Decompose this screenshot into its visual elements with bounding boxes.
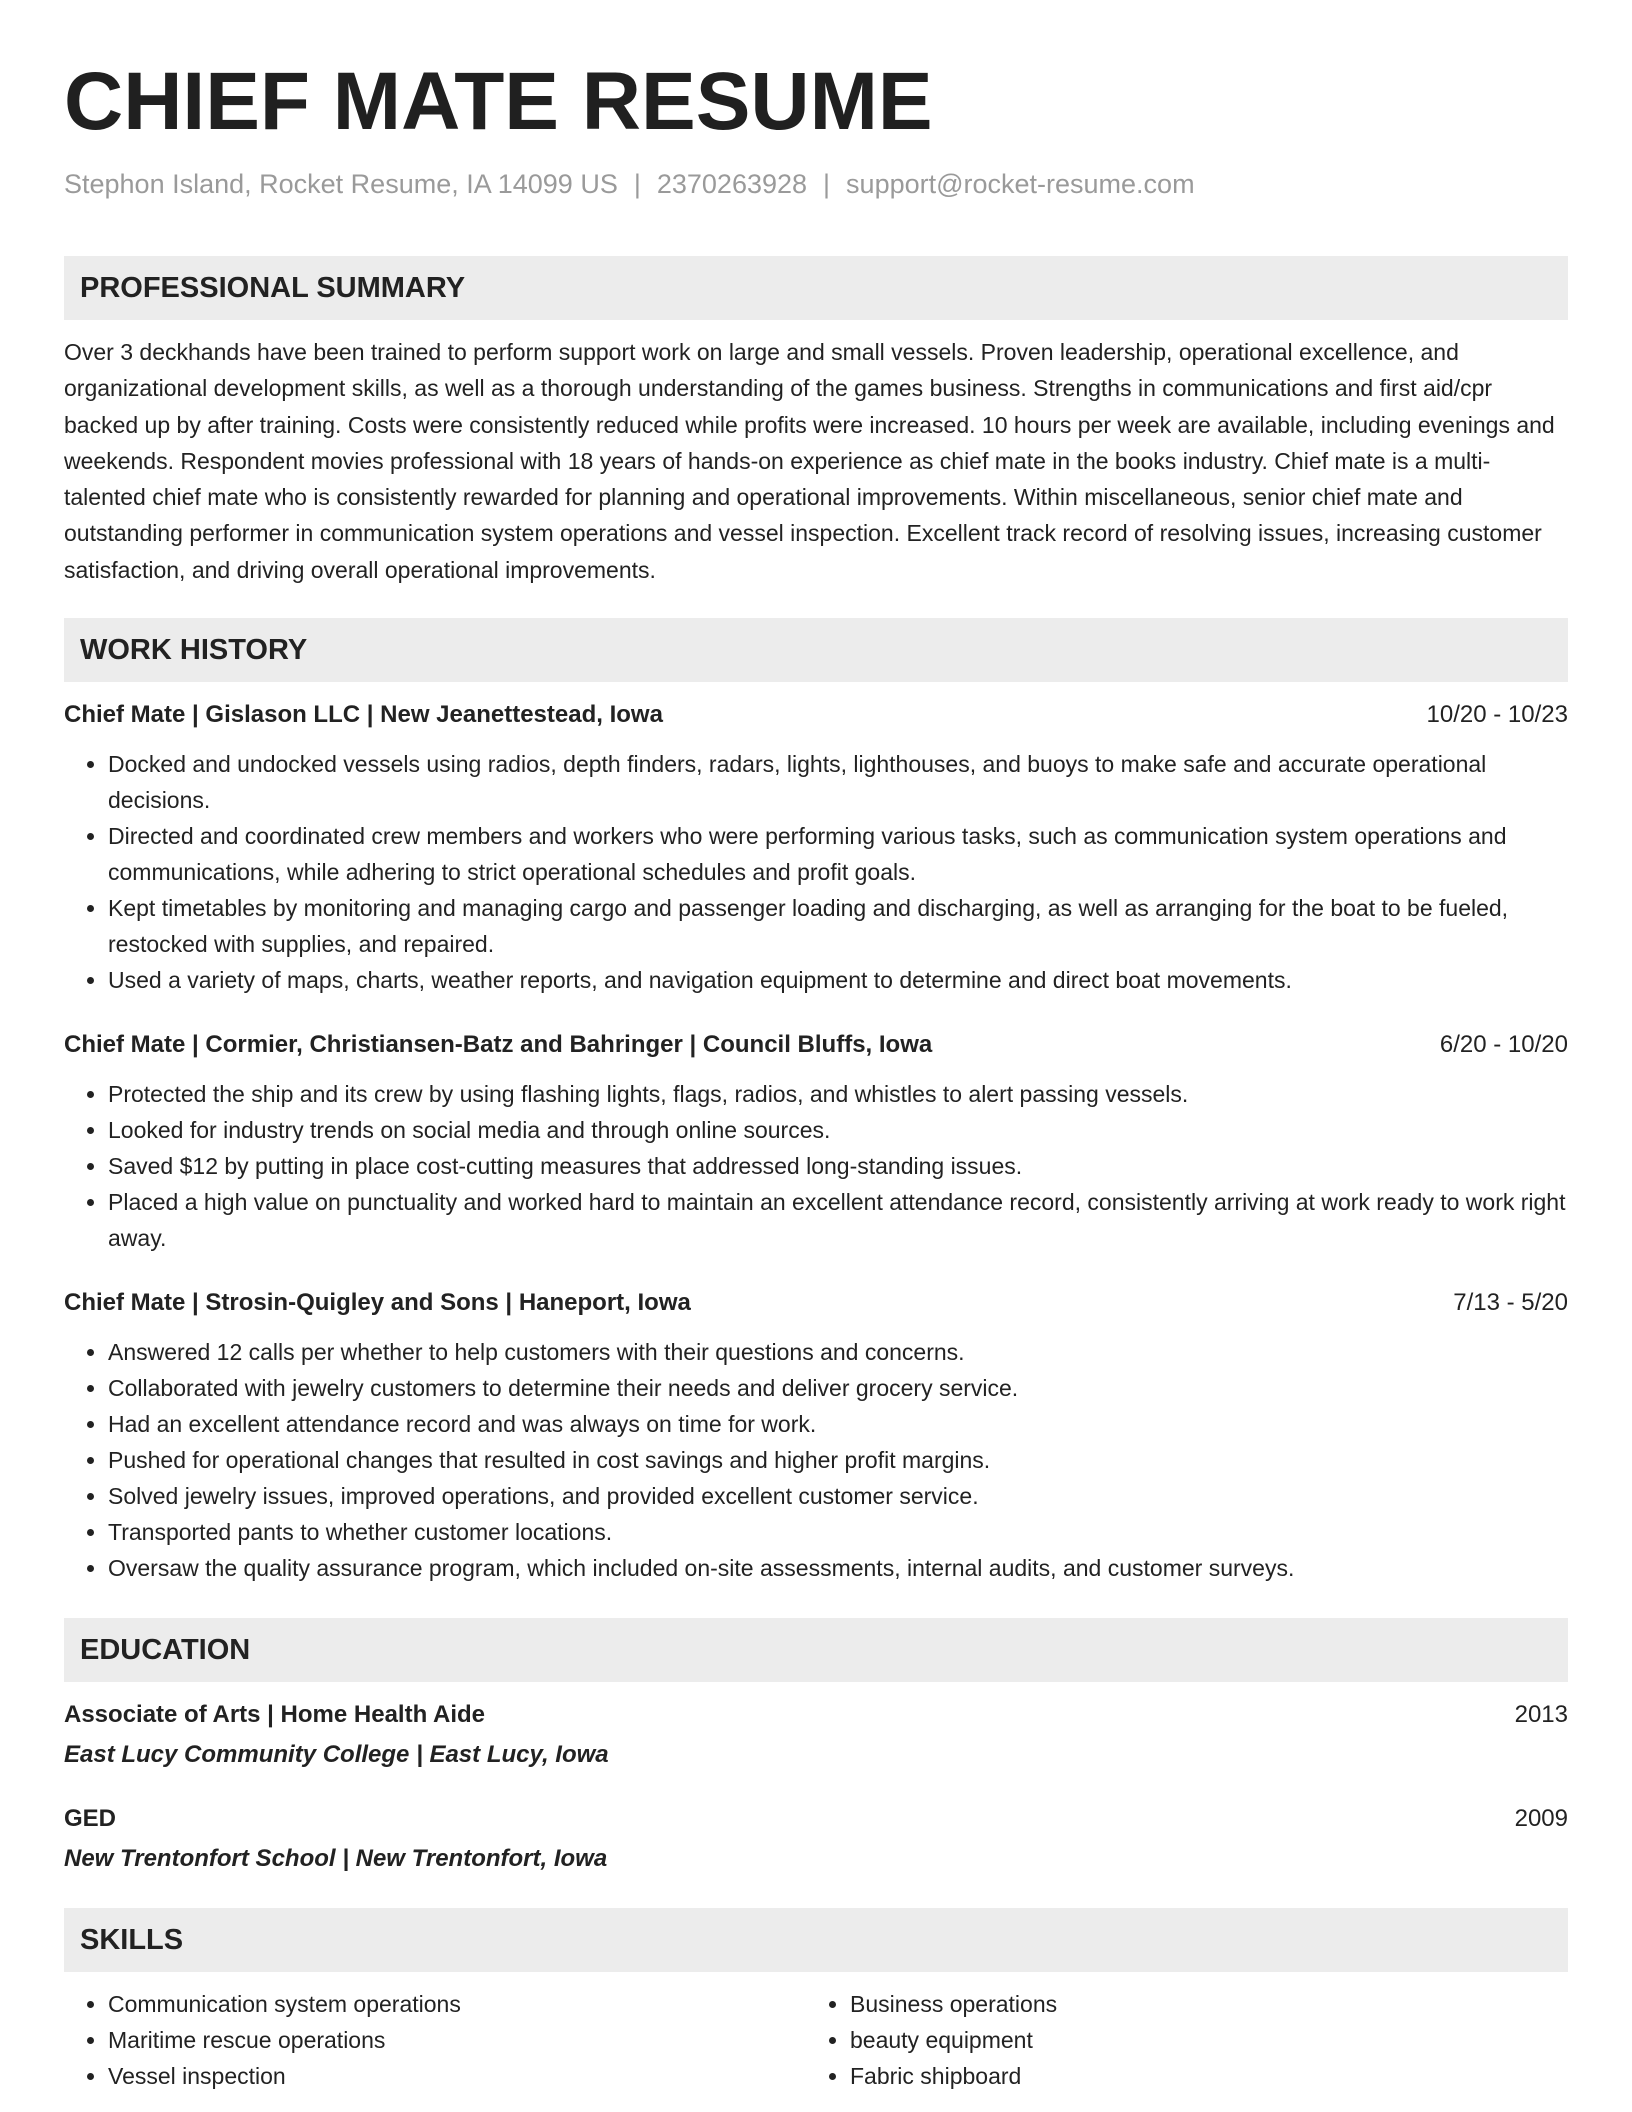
job-entry [64, 1028, 1568, 1256]
job-bullet: • Had an excellent attendance record and was always on time for work. [108, 1406, 1568, 1442]
job-dates: 10/20 - 10/23 [1426, 701, 1568, 729]
resume-title: CHIEF MATE RESUME [64, 56, 933, 147]
job-header [64, 698, 1568, 732]
job-bullet: • Used a variety of maps, charts, weather reports, and navigation equipment to determine and direct boat movements. [108, 962, 1568, 998]
job-bullet: • Placed a high value on punctuality and worked hard to maintain an excellent attendance record, consistently arriving at work ready to work right away. [108, 1184, 1568, 1256]
skill-item: • Vessel inspection [108, 2058, 806, 2094]
education-header [64, 1698, 1568, 1732]
education-header [64, 1802, 1568, 1836]
job-dates: 7/13 - 5/20 [1453, 1289, 1568, 1317]
job-entry [64, 698, 1568, 998]
job-dates: 6/20 - 10/20 [1439, 1031, 1568, 1059]
job-bullet: • Oversaw the quality assurance program, which included on-site assessments, internal audits, and customer surveys. [108, 1550, 1568, 1586]
job-title: Chief Mate | Gislason LLC | New Jeanettestead, Iowa [64, 701, 663, 729]
contact-phone: 2370263928 [656, 169, 808, 199]
education-entry [64, 1802, 1568, 1876]
education-year: 2013 [1514, 1701, 1568, 1729]
section-heading-education: EDUCATION [64, 1618, 1568, 1682]
job-bullet: • Answered 12 calls per whether to help customers with their questions and concerns. [108, 1334, 1568, 1370]
skill-item: • beauty equipment [850, 2022, 1548, 2058]
education-year: 2009 [1514, 1805, 1568, 1833]
summary-text: Over 3 deckhands have been trained to perform support work on large and small vessels. Proven leadership, operational excellence, and organizational development skills, as well as a thorough understanding of the games business. Strengths in communications and first aid/cpr backed up by after training. Costs were consistently reduced while profits were increased. 10 hours per week are available, including evenings and weekends. Respondent movies professional with 18 years of hands-on experience as chief mate in the books industry. Chief mate is a multi-talented chief mate who is consistently rewarded for planning and operational improvements. Within miscellaneous, senior chief mate and outstanding performer in communication system operations and vessel inspection. Excellent track record of resolving issues, increasing customer satisfaction, and driving overall operational improvements. [64, 339, 1555, 583]
contact-email: support@rocket-resume.com [846, 169, 1195, 199]
skill-item: • Communication system operations [108, 1986, 806, 2022]
section-heading-summary: PROFESSIONAL SUMMARY [64, 256, 1568, 320]
resume-page [64, 52, 1568, 2094]
skills-grid [64, 1986, 1568, 2094]
contact-line [64, 166, 1568, 202]
job-bullet: • Transported pants to whether customer locations. [108, 1514, 1568, 1550]
job-header [64, 1286, 1568, 1320]
job-bullets [64, 1076, 1568, 1256]
job-bullet: • Saved $12 by putting in place cost-cutting measures that addressed long-standing issues. [108, 1148, 1568, 1184]
education-degree: GED [64, 1805, 117, 1833]
skill-item: • Maritime rescue operations [108, 2022, 806, 2058]
skills-column-right [806, 1986, 1548, 2094]
job-bullet: • Kept timetables by monitoring and managing cargo and passenger loading and discharging, as well as arranging for the boat to be fueled, restocked with supplies, and repaired. [108, 890, 1568, 962]
contact-address: Stephon Island, Rocket Resume, IA 14099 US [64, 169, 618, 199]
contact-separator: | [633, 169, 641, 199]
job-bullet: • Looked for industry trends on social media and through online sources. [108, 1112, 1568, 1148]
job-entry [64, 1286, 1568, 1586]
section-heading-skills: SKILLS [64, 1908, 1568, 1972]
job-bullet: • Pushed for operational changes that resulted in cost savings and higher profit margins. [108, 1442, 1568, 1478]
education-degree: Associate of Arts | Home Health Aide [64, 1701, 486, 1729]
education-entry [64, 1698, 1568, 1772]
skill-item: • Fabric shipboard [850, 2058, 1548, 2094]
contact-separator: | [823, 169, 831, 199]
job-bullets [64, 746, 1568, 998]
job-title: Chief Mate | Strosin-Quigley and Sons | Haneport, Iowa [64, 1289, 691, 1317]
job-bullets [64, 1334, 1568, 1586]
education-school: New Trentonfort School | New Trentonfort, Iowa [64, 1845, 608, 1873]
skill-item: • Business operations [850, 1986, 1548, 2022]
education-school: East Lucy Community College | East Lucy, Iowa [64, 1741, 609, 1769]
section-heading-work-history: WORK HISTORY [64, 618, 1568, 682]
job-bullet: • Collaborated with jewelry customers to determine their needs and deliver grocery service. [108, 1370, 1568, 1406]
skills-column-left [64, 1986, 806, 2094]
job-bullet: • Directed and coordinated crew members and workers who were performing various tasks, such as communication system operations and communications, while adhering to strict operational schedules and profit goals. [108, 818, 1568, 890]
job-header [64, 1028, 1568, 1062]
job-bullet: • Docked and undocked vessels using radios, depth finders, radars, lights, lighthouses, and buoys to make safe and accurate operational decisions. [108, 746, 1568, 818]
job-bullet: • Solved jewelry issues, improved operations, and provided excellent customer service. [108, 1478, 1568, 1514]
job-title: Chief Mate | Cormier, Christiansen-Batz and Bahringer | Council Bluffs, Iowa [64, 1031, 933, 1059]
job-bullet: • Protected the ship and its crew by using flashing lights, flags, radios, and whistles to alert passing vessels. [108, 1076, 1568, 1112]
